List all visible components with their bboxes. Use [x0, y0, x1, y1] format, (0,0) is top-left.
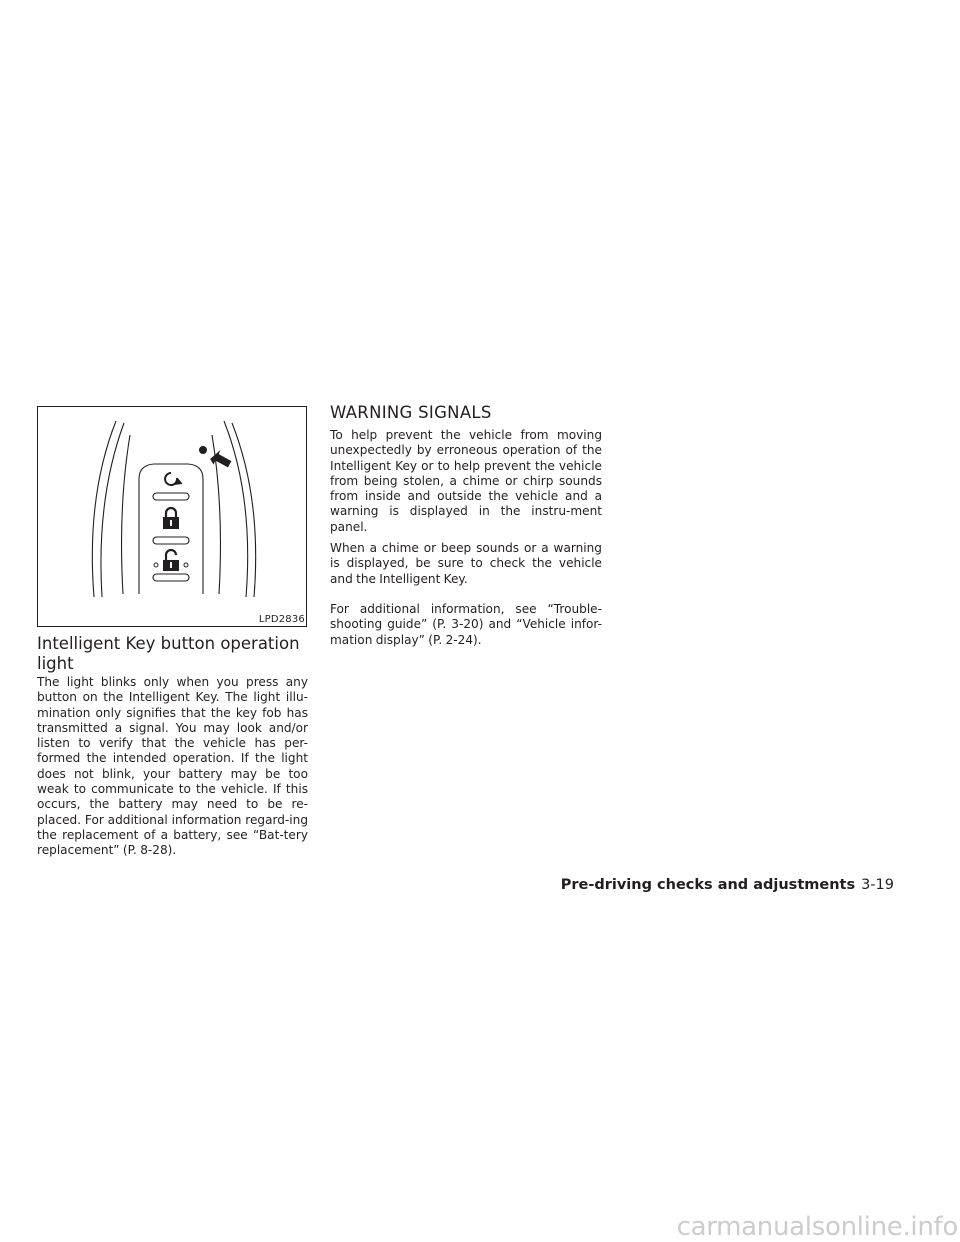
key-fob-illustration	[38, 407, 306, 626]
page-footer	[561, 876, 894, 894]
warning-paragraph-3: For additional information, see “Trouble-shooting guide” (P. 3-20) and “Vehicle infor-mation display” (P. 2-24).	[330, 602, 602, 647]
watermark: carmanualsonline.info	[676, 1212, 958, 1242]
footer-page-number: 3-19	[861, 877, 894, 893]
section-heading-warning-signals: WARNING SIGNALS	[330, 403, 492, 422]
warning-paragraph-2: When a chime or beep sounds or a warning is displayed, be sure to check the vehicle and the Intelligent Key.	[330, 541, 602, 586]
figure-label: LPD2836	[258, 614, 305, 625]
key-light-paragraph: The light blinks only when you press any button on the Intelligent Key. The light illu-mination only signifies that the key fob has transmitted a signal. You may look and/or listen to verify that the vehicle has per-formed the intended operation. If the light does not blink, your battery may be too weak to communicate to the vehicle. If this occurs, the battery may need to be re-placed. For additional information regard-ing the replacement of a battery, see “Bat-tery replacement” (P. 8-28).	[37, 675, 308, 858]
unlock-icon	[154, 550, 188, 571]
remote-start-icon	[165, 473, 182, 485]
arrow-icon	[209, 449, 231, 469]
section-heading-key-light: Intelligent Key button operation light	[37, 634, 300, 673]
key-fob-figure	[37, 406, 307, 627]
lock-icon	[163, 508, 179, 529]
footer-section-title: Pre-driving checks and adjustments	[560, 877, 856, 893]
indicator-light-icon	[199, 446, 207, 454]
warning-paragraph-1: To help prevent the vehicle from moving unexpectedly by erroneous operation of the Intelligent Key or to help prevent the vehicle from being stolen, a chime or chirp sounds from inside and outside the vehicle and a warning is displayed in the instru-ment panel.	[330, 428, 602, 534]
